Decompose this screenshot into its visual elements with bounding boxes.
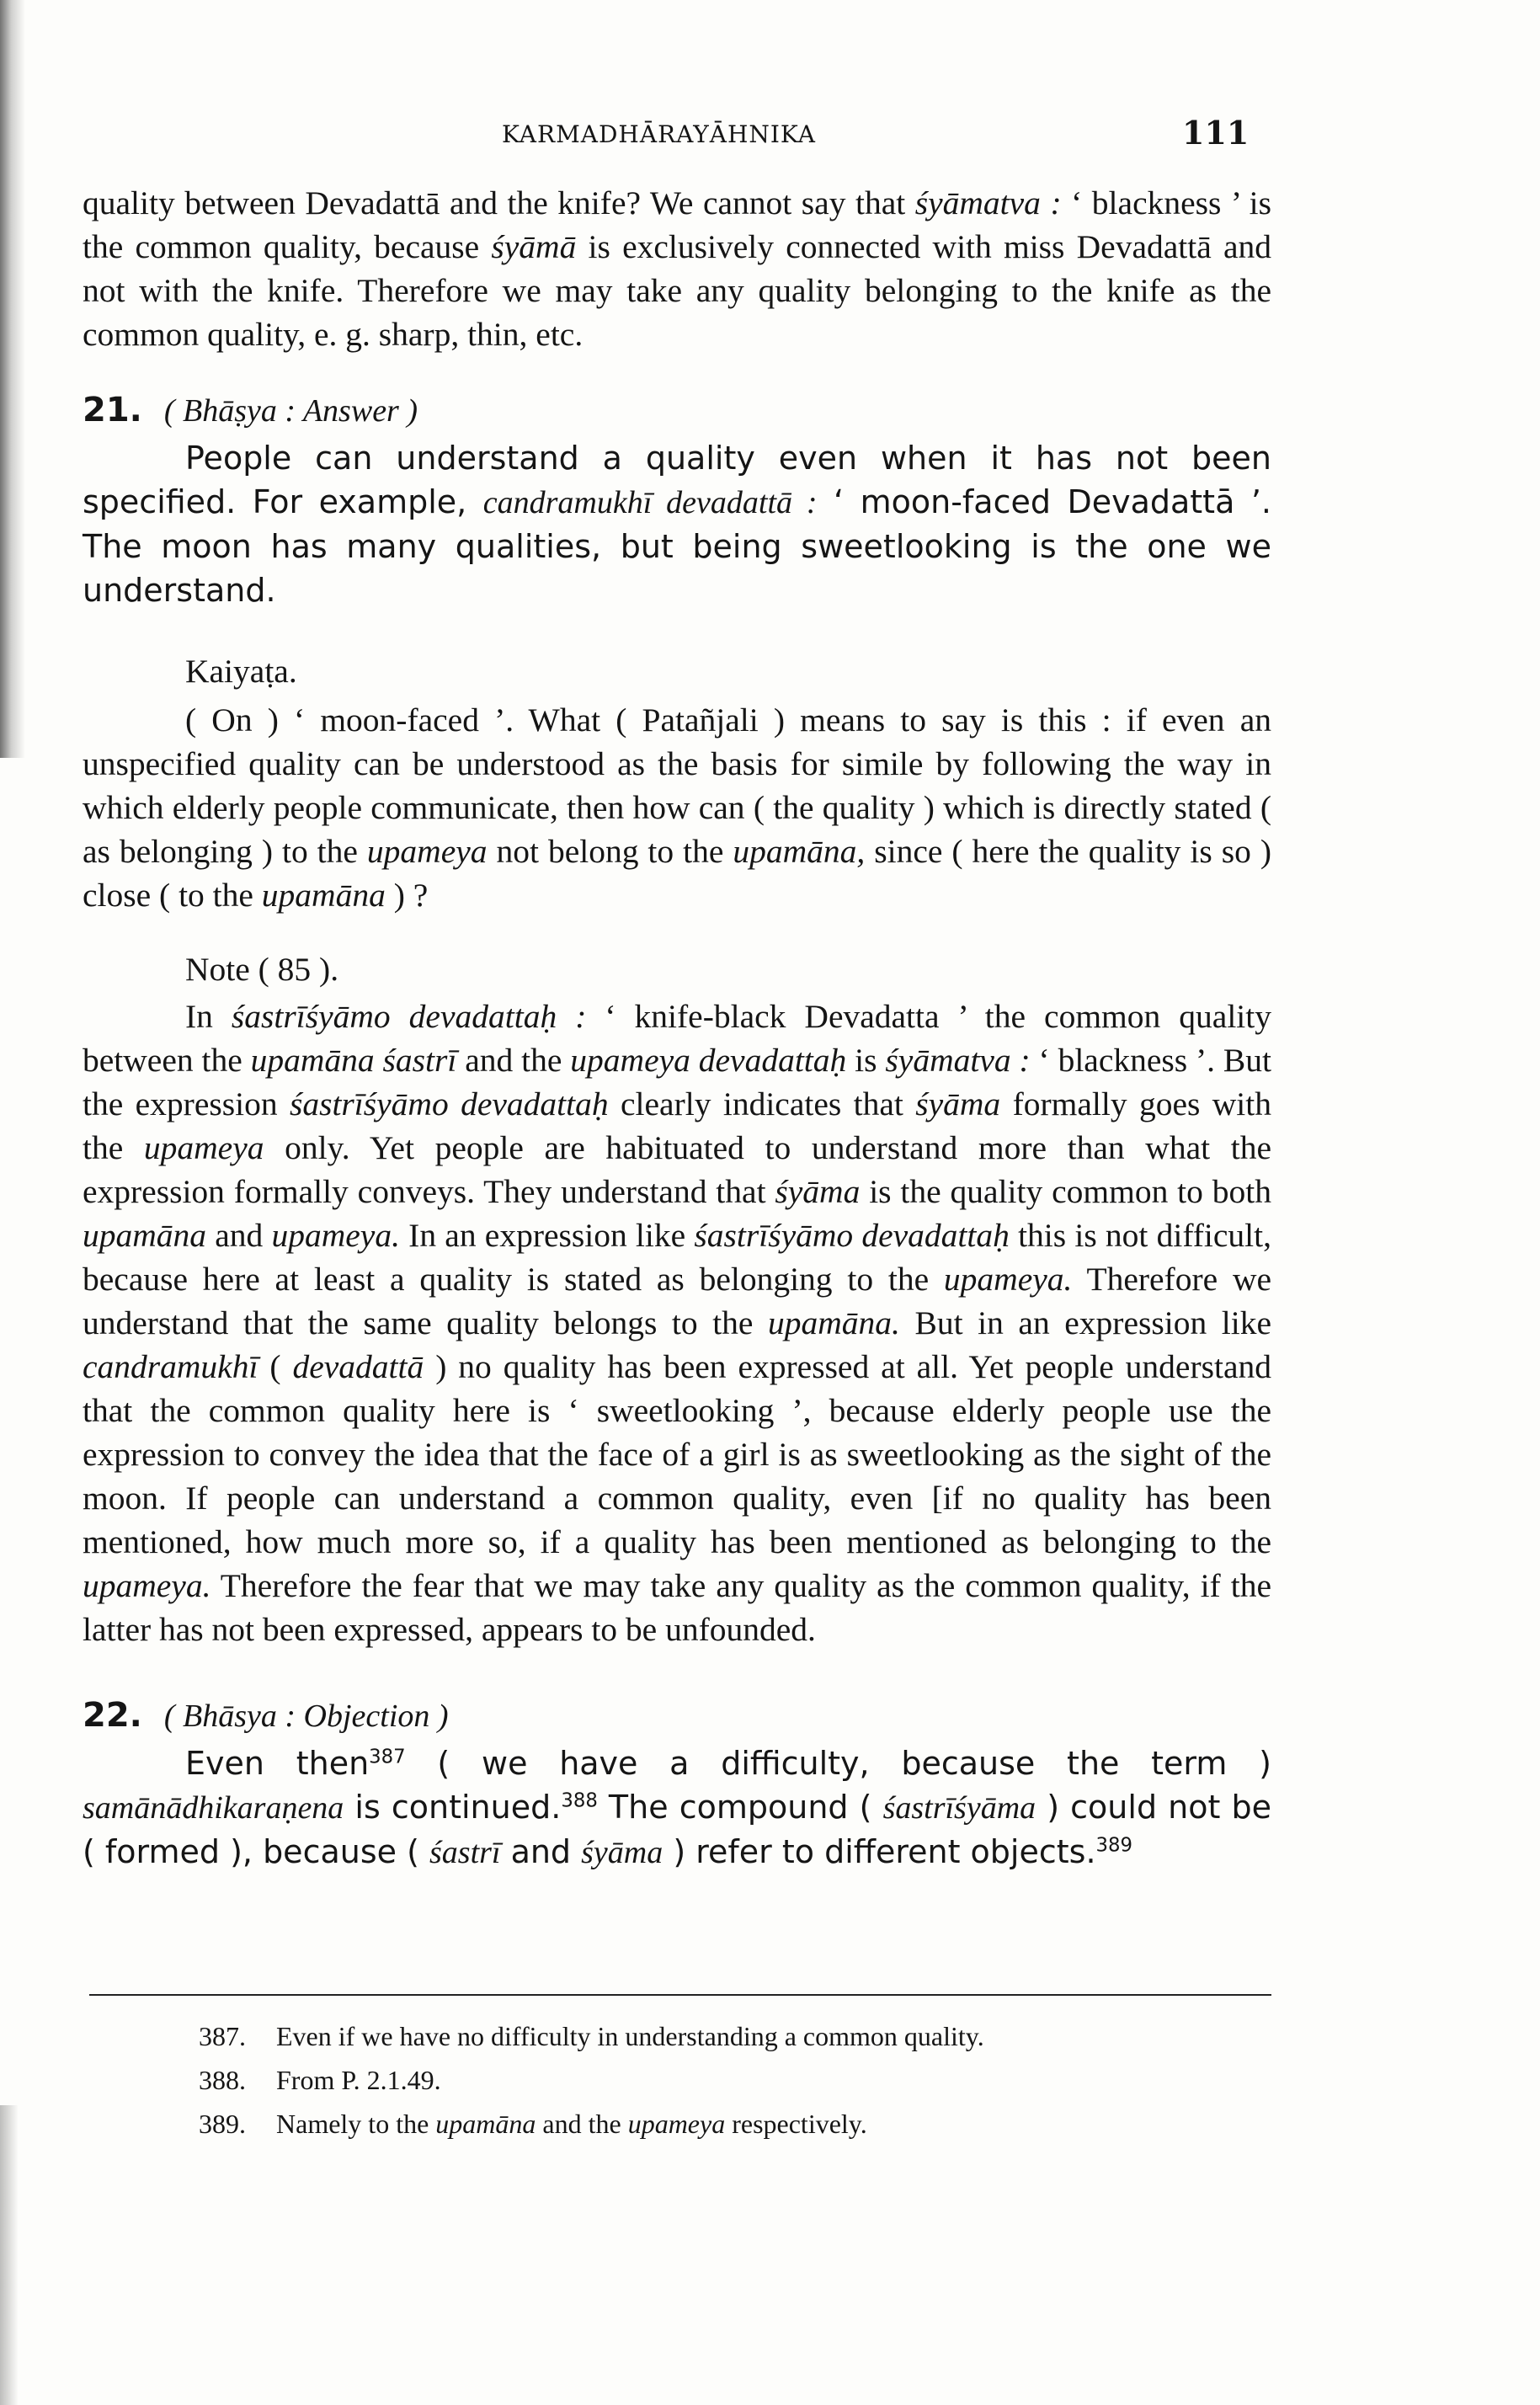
section-label: Bhāṣya : Answer	[183, 393, 399, 429]
section-22-heading: 22. ( Bhāsya : Objection )	[83, 1696, 449, 1735]
section-number: 22.	[83, 1696, 142, 1735]
kaiyata-heading: Kaiyaṭa.	[185, 653, 297, 690]
bhasya-answer-text: People can understand a quality even when it has not been specified. For example, candramukhī devadattā : ‘ moon-faced Devadattā ’. The moon has many qualities, but being sweetlooking is the one we understand.	[83, 440, 1272, 609]
note-85-heading: Note ( 85 ).	[185, 951, 339, 988]
running-header	[0, 114, 1540, 164]
bhasya-objection-text: Even then$^{387}$ ( we have a difficulty, because the term ) samānādhikaraṇena is continued.$^{388}$ The compound ( śastrīśyāma ) could not be ( formed ), because ( śastrī and śyāma ) refer to different objects.$^{389}$	[83, 1745, 1272, 1870]
paragraph-continued: quality between Devadattā and the knife? We cannot say that śyāmatva : ‘ blackness ’ is the common quality, because śyāmā is exclusively connected with miss Devadattā and not with the knife. Therefore we may take any quality belonging to the knife as the common quality, e. g. sharp, thin, etc.	[83, 184, 1271, 353]
section-label: Bhāsya : Objection	[183, 1698, 430, 1734]
footnote-388: 388. From P. 2.1.49.	[89, 2058, 1271, 2102]
footnote-387: 387. Even if we have no difficulty in understanding a common quality.	[89, 2014, 1271, 2058]
footnote-389: 389. Namely to the upamāna and the upameya respectively.	[89, 2102, 1271, 2146]
kaiyata-commentary: ( On ) ‘ moon-faced ’. What ( Patañjali ) means to say is this : if even an unspecified quality can be understood as the basis for simile by following the way in which elderly people communicate, then how can ( the quality ) which is directly stated ( as belonging ) to the upameya not belong to the upamāna, since ( here the quality is so ) close ( to the upamāna ) ?	[83, 701, 1271, 914]
footnote-ref-388[interactable]: 388	[561, 1789, 598, 1812]
page-number: 111	[1182, 114, 1250, 152]
footnotes	[89, 1994, 1271, 2146]
footnote-ref-389[interactable]: 389	[1095, 1834, 1133, 1857]
scan-shadow-edge-lower	[0, 2105, 19, 2405]
footnote-number: 389.	[199, 2109, 246, 2139]
section-21-heading: 21. ( Bhāṣya : Answer )	[83, 391, 418, 429]
footnote-number: 387.	[199, 2021, 246, 2051]
section-number: 21.	[83, 391, 142, 429]
page-body	[83, 181, 1271, 1874]
running-title: KARMADHĀRAYĀHNIKA	[502, 120, 816, 148]
footnote-number: 388.	[199, 2065, 246, 2095]
note-85-text: In śastrīśyāmo devadattaḥ : ‘ knife-black Devadatta ’ the common quality between the upamāna śastrī and the upameya devadattaḥ is śyāmatva : ‘ blackness ’. But the expression śastrīśyāmo devadattaḥ clearly indicates that śyāma formally goes with the upameya only. Yet people are habituated to understand more than what the expression formally conveys. They understand that śyāma is the quality common to both upamāna and upameya. In an expression like śastrīśyāmo devadattaḥ this is not difficult, because here at least a quality is stated as belonging to the upameya. Therefore we understand that the same quality belongs to the upamāna. But in an expression like candramukhī ( devadattā ) no quality has been expressed at all. Yet people understand that the common quality here is ‘ sweetlooking ’, because elderly people use the expression to convey the idea that the face of a girl is as sweetlooking as the sight of the moon. If people can understand a common quality, even [if no quality has been mentioned, how much more so, if a quality has been mentioned as belonging to the upameya. Therefore the fear that we may take any quality as the common quality, if the latter has not been expressed, appears to be unfounded.	[83, 998, 1272, 1648]
footnote-ref-387[interactable]: 387	[369, 1746, 406, 1768]
